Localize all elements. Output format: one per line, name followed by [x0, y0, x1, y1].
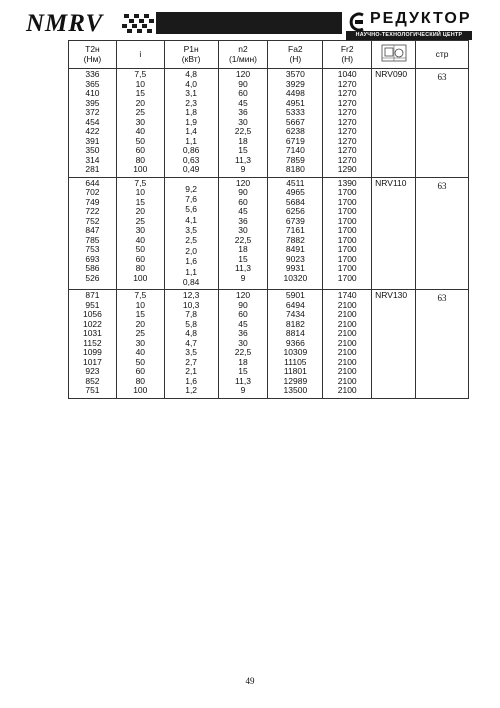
ratio-cell — [116, 177, 164, 290]
speed-value: 22,5 — [234, 126, 252, 136]
speed-value: 9 — [240, 385, 246, 396]
power-cell — [164, 177, 218, 290]
power-value: 0,63 — [182, 154, 200, 165]
speed-cell — [218, 69, 268, 178]
radial-load-value: 2100 — [337, 347, 357, 358]
speed-value: 9 — [240, 272, 246, 283]
power-value: 2,3 — [185, 97, 198, 108]
table-row — [69, 69, 469, 178]
model-name: NRV090 — [375, 69, 408, 79]
torque-value: 336 — [85, 69, 100, 79]
torque-value: 871 — [85, 290, 100, 301]
torque-value: 722 — [85, 206, 100, 216]
model-name: NRV130 — [375, 290, 408, 301]
power-value: 1,8 — [185, 107, 198, 117]
axial-load-value: 3570 — [285, 69, 305, 79]
power-value: 5,8 — [185, 318, 198, 329]
torque-value: 372 — [85, 107, 100, 117]
power-value: 1,2 — [185, 385, 198, 396]
ratio-value: 50 — [135, 135, 146, 146]
axial-load-value: 5333 — [285, 107, 305, 117]
axial-load-value: 9023 — [285, 253, 305, 264]
speed-value: 36 — [238, 215, 248, 226]
ratio-value: 40 — [135, 347, 146, 358]
radial-load-value: 1040 — [337, 69, 357, 79]
ratio-value: 60 — [135, 145, 146, 155]
power-value: 2,0 — [185, 245, 198, 256]
ratio-value: 7,5 — [134, 69, 147, 79]
power-value: 1,6 — [185, 375, 198, 386]
checkered-flag-icon — [118, 12, 158, 34]
speed-value: 11,3 — [235, 375, 251, 386]
ratio-value: 15 — [135, 309, 146, 320]
torque-value: 749 — [85, 196, 100, 207]
radial-load-value: 2100 — [337, 375, 357, 386]
power-value: 12,3 — [182, 290, 200, 301]
logo-mark-icon — [348, 12, 366, 32]
speed-value: 120 — [235, 177, 251, 188]
axial-load-value: 8182 — [285, 318, 305, 329]
ratio-value: 60 — [135, 253, 146, 264]
radial-load-value: 1270 — [337, 145, 357, 155]
axial-load-value: 6739 — [285, 215, 305, 226]
ratio-value: 60 — [135, 366, 146, 377]
ratio-value: 100 — [133, 272, 148, 283]
torque-value: 923 — [85, 366, 100, 377]
axial-load-value: 7859 — [285, 154, 305, 165]
header-axial-load: Fа2 (Н) — [268, 41, 323, 69]
ratio-value: 40 — [135, 234, 146, 245]
power-value: 5,6 — [185, 204, 198, 215]
speed-value: 120 — [235, 69, 251, 79]
power-value: 7,6 — [185, 193, 198, 204]
ratio-value: 50 — [135, 244, 146, 254]
power-value: 4,0 — [185, 78, 198, 89]
ratio-value: 10 — [135, 78, 146, 89]
torque-value: 1152 — [83, 337, 102, 348]
model-cell — [372, 177, 416, 290]
power-value: 0,49 — [182, 164, 200, 174]
axial-load-cell — [268, 69, 323, 178]
ratio-value: 40 — [135, 126, 146, 136]
ratio-value: 20 — [135, 97, 146, 108]
power-value: 3,5 — [185, 225, 198, 236]
radial-load-value: 2100 — [337, 337, 357, 348]
radial-load-value: 1700 — [337, 215, 357, 226]
axial-load-value: 7882 — [285, 234, 305, 245]
page-ref: 63 — [437, 72, 447, 82]
radial-load-value: 1270 — [337, 116, 357, 127]
radial-load-value: 1700 — [337, 187, 357, 197]
speed-value: 36 — [238, 107, 248, 117]
torque-value: 410 — [85, 88, 100, 98]
table-row — [69, 177, 469, 290]
ratio-value: 7,5 — [134, 290, 147, 301]
page-ref: 63 — [437, 180, 447, 191]
logo-word: РЕДУКТОР — [370, 10, 472, 27]
axial-load-cell — [268, 290, 323, 399]
header-bar — [156, 12, 342, 34]
speed-value: 15 — [238, 145, 248, 155]
torque-value: 1017 — [82, 356, 102, 367]
ratio-value: 30 — [135, 337, 146, 348]
axial-load-value: 11801 — [283, 366, 307, 377]
axial-load-value: 7140 — [285, 145, 305, 155]
power-value: 0,84 — [182, 277, 200, 288]
power-value: 4,1 — [185, 214, 198, 225]
power-value: 4,8 — [185, 328, 198, 339]
radial-load-value: 1700 — [337, 253, 357, 264]
speed-value: 30 — [238, 116, 248, 127]
power-value: 2,1 — [185, 366, 198, 377]
speed-value: 90 — [238, 78, 248, 89]
radial-load-value: 1270 — [337, 78, 357, 89]
ratio-value: 100 — [133, 164, 148, 174]
header-radial-load: Fr2 (Н) — [323, 41, 372, 69]
speed-value: 60 — [238, 196, 248, 207]
radial-load-value: 1700 — [337, 244, 357, 254]
power-value: 0,86 — [182, 145, 200, 155]
axial-load-value: 5684 — [285, 196, 305, 207]
axial-load-value: 10309 — [283, 347, 308, 358]
axial-load-value: 13500 — [283, 385, 308, 396]
torque-value: 350 — [85, 145, 100, 155]
radial-load-value: 2100 — [337, 328, 357, 339]
power-value: 3,5 — [185, 347, 198, 358]
header-torque: T2н (Нм) — [69, 41, 117, 69]
torque-value: 1056 — [82, 309, 102, 320]
power-value: 1,1 — [185, 266, 198, 277]
torque-cell — [69, 177, 117, 290]
axial-load-value: 12989 — [283, 375, 308, 386]
torque-value: 1022 — [82, 318, 102, 329]
speed-value: 60 — [238, 88, 248, 98]
torque-value: 1031 — [82, 328, 102, 339]
axial-load-value: 5901 — [285, 290, 305, 301]
axial-load-value: 6494 — [285, 299, 305, 310]
torque-value: 395 — [85, 97, 100, 108]
axial-load-value: 4511 — [286, 177, 305, 188]
speed-value: 11,3 — [235, 154, 251, 165]
logo-tagline: НАУЧНО-ТЕХНОЛОГИЧЕСКИЙ ЦЕНТР — [346, 31, 472, 40]
power-value: 1,4 — [185, 126, 198, 136]
speed-value: 15 — [238, 253, 248, 264]
power-value: 1,9 — [185, 116, 198, 127]
radial-load-cell — [323, 290, 372, 399]
speed-value: 45 — [238, 206, 248, 216]
speed-value: 36 — [238, 328, 248, 339]
power-value: 2,5 — [185, 235, 198, 246]
radial-load-value: 1270 — [337, 126, 357, 136]
speed-value: 18 — [238, 356, 248, 367]
spec-table — [68, 40, 469, 399]
radial-load-value: 1700 — [337, 206, 357, 216]
radial-load-value: 1270 — [337, 107, 357, 117]
brand-title: NMRV — [26, 10, 104, 37]
speed-value: 120 — [235, 290, 251, 301]
table-header-row — [69, 41, 469, 69]
radial-load-value: 1700 — [337, 263, 357, 273]
speed-cell — [218, 290, 268, 399]
radial-load-value: 1700 — [337, 272, 357, 283]
torque-value: 753 — [85, 244, 100, 254]
torque-value: 281 — [85, 164, 100, 174]
radial-load-cell — [323, 177, 372, 290]
torque-value: 391 — [85, 135, 100, 146]
torque-cell — [69, 290, 117, 399]
model-name: NRV110 — [375, 177, 407, 188]
torque-value: 847 — [85, 225, 100, 235]
header-page: стр — [416, 41, 469, 69]
header-ratio: i — [116, 41, 164, 69]
torque-value: 644 — [85, 177, 100, 188]
radial-load-value: 2100 — [337, 299, 357, 310]
axial-load-value: 4965 — [285, 187, 305, 197]
ratio-value: 15 — [135, 196, 146, 207]
axial-load-value: 11105 — [284, 356, 307, 367]
radial-load-value: 1270 — [337, 135, 357, 146]
power-value: 9,2 — [185, 183, 198, 194]
speed-value: 18 — [238, 244, 248, 254]
power-value: 4,8 — [185, 69, 198, 79]
ratio-value: 25 — [135, 328, 146, 339]
speed-value: 30 — [238, 225, 248, 235]
axial-load-value: 9931 — [285, 263, 305, 273]
radial-load-value: 1740 — [337, 290, 357, 301]
ratio-value: 100 — [133, 385, 148, 396]
torque-value: 785 — [85, 234, 100, 245]
radial-load-value: 1270 — [337, 97, 357, 108]
power-cell — [164, 69, 218, 178]
page-ref: 63 — [437, 293, 447, 304]
power-value: 10,3 — [182, 299, 200, 310]
speed-value: 11,3 — [235, 263, 251, 273]
ratio-value: 7,5 — [134, 177, 147, 188]
axial-load-value: 8814 — [285, 328, 305, 339]
torque-value: 314 — [85, 154, 100, 165]
speed-cell — [218, 177, 268, 290]
speed-value: 22,5 — [234, 347, 252, 358]
page-ref-cell — [416, 69, 469, 178]
power-value: 3,1 — [185, 88, 198, 98]
axial-load-value: 7161 — [285, 225, 305, 235]
torque-value: 693 — [85, 253, 100, 264]
axial-load-value: 6256 — [285, 206, 305, 216]
torque-value: 422 — [85, 126, 100, 136]
radial-load-value: 1270 — [337, 88, 357, 98]
radial-load-value: 1270 — [337, 154, 357, 165]
axial-load-value: 8491 — [285, 244, 305, 254]
ratio-value: 10 — [135, 187, 146, 197]
speed-value: 60 — [238, 309, 248, 320]
radial-load-value: 2100 — [337, 309, 357, 320]
speed-value: 18 — [238, 135, 248, 146]
radial-load-value: 2100 — [337, 356, 357, 367]
axial-load-value: 4951 — [285, 97, 305, 108]
speed-value: 90 — [238, 299, 248, 310]
speed-value: 22,5 — [234, 234, 252, 245]
radial-load-value: 2100 — [337, 385, 357, 396]
header-power: P1н (кВт) — [164, 41, 218, 69]
header-speed: n2 (1/мин) — [218, 41, 268, 69]
radial-load-value: 2100 — [337, 366, 357, 377]
axial-load-value: 7434 — [285, 309, 305, 320]
model-cell — [372, 290, 416, 399]
radial-load-value: 1700 — [337, 225, 357, 235]
torque-value: 1099 — [82, 347, 102, 358]
axial-load-value: 9366 — [285, 337, 305, 348]
ratio-value: 15 — [135, 88, 146, 98]
torque-value: 852 — [85, 375, 100, 386]
ratio-cell — [116, 290, 164, 399]
table-row — [69, 290, 469, 399]
torque-cell — [69, 69, 117, 178]
model-cell — [372, 69, 416, 178]
torque-value: 586 — [85, 263, 100, 273]
ratio-value: 50 — [135, 356, 146, 367]
torque-value: 751 — [85, 385, 100, 396]
radial-load-value: 1700 — [337, 234, 357, 245]
speed-value: 9 — [240, 164, 246, 174]
gearbox-icon — [381, 44, 407, 62]
power-value: 1,1 — [185, 135, 198, 146]
ratio-value: 80 — [135, 154, 146, 165]
ratio-value: 20 — [135, 206, 146, 216]
radial-load-value: 1390 — [337, 177, 357, 188]
radial-load-value: 2100 — [337, 318, 357, 329]
speed-value: 45 — [238, 318, 248, 329]
speed-value: 15 — [238, 366, 248, 377]
page-ref-cell — [416, 290, 469, 399]
radial-load-value: 1290 — [337, 164, 357, 174]
ratio-value: 25 — [135, 107, 146, 117]
ratio-value: 30 — [135, 225, 146, 235]
radial-load-cell — [323, 69, 372, 178]
page-number: 49 — [245, 676, 255, 686]
page-ref-cell — [416, 177, 469, 290]
header-gearbox-image — [372, 41, 416, 69]
torque-value: 951 — [85, 299, 100, 310]
power-value: 7,8 — [185, 309, 198, 320]
ratio-value: 30 — [135, 116, 146, 127]
ratio-value: 25 — [135, 215, 146, 226]
radial-load-value: 1700 — [337, 196, 357, 207]
torque-value: 365 — [85, 78, 100, 89]
ratio-cell — [116, 69, 164, 178]
axial-load-value: 10320 — [283, 272, 308, 283]
axial-load-value: 5667 — [285, 116, 305, 127]
torque-value: 752 — [85, 215, 100, 226]
table-body — [69, 69, 469, 399]
axial-load-cell — [268, 177, 323, 290]
power-cell — [164, 290, 218, 399]
speed-value: 45 — [238, 97, 248, 108]
torque-value: 702 — [85, 187, 100, 197]
axial-load-value: 3929 — [285, 78, 305, 89]
power-value: 2,7 — [185, 356, 198, 367]
axial-load-value: 4498 — [285, 88, 305, 98]
ratio-value: 80 — [135, 375, 146, 386]
torque-value: 454 — [85, 116, 100, 127]
ratio-value: 80 — [135, 263, 146, 273]
page-header — [0, 0, 500, 42]
speed-value: 90 — [238, 187, 248, 197]
axial-load-value: 6719 — [285, 135, 305, 146]
power-value: 1,6 — [185, 256, 198, 267]
ratio-value: 20 — [135, 318, 146, 329]
speed-value: 30 — [238, 337, 248, 348]
axial-load-value: 8180 — [285, 164, 305, 174]
ratio-value: 10 — [135, 299, 146, 310]
torque-value: 526 — [85, 272, 100, 283]
power-value: 4,7 — [185, 337, 198, 348]
axial-load-value: 6238 — [285, 126, 305, 136]
company-logo — [346, 10, 472, 40]
